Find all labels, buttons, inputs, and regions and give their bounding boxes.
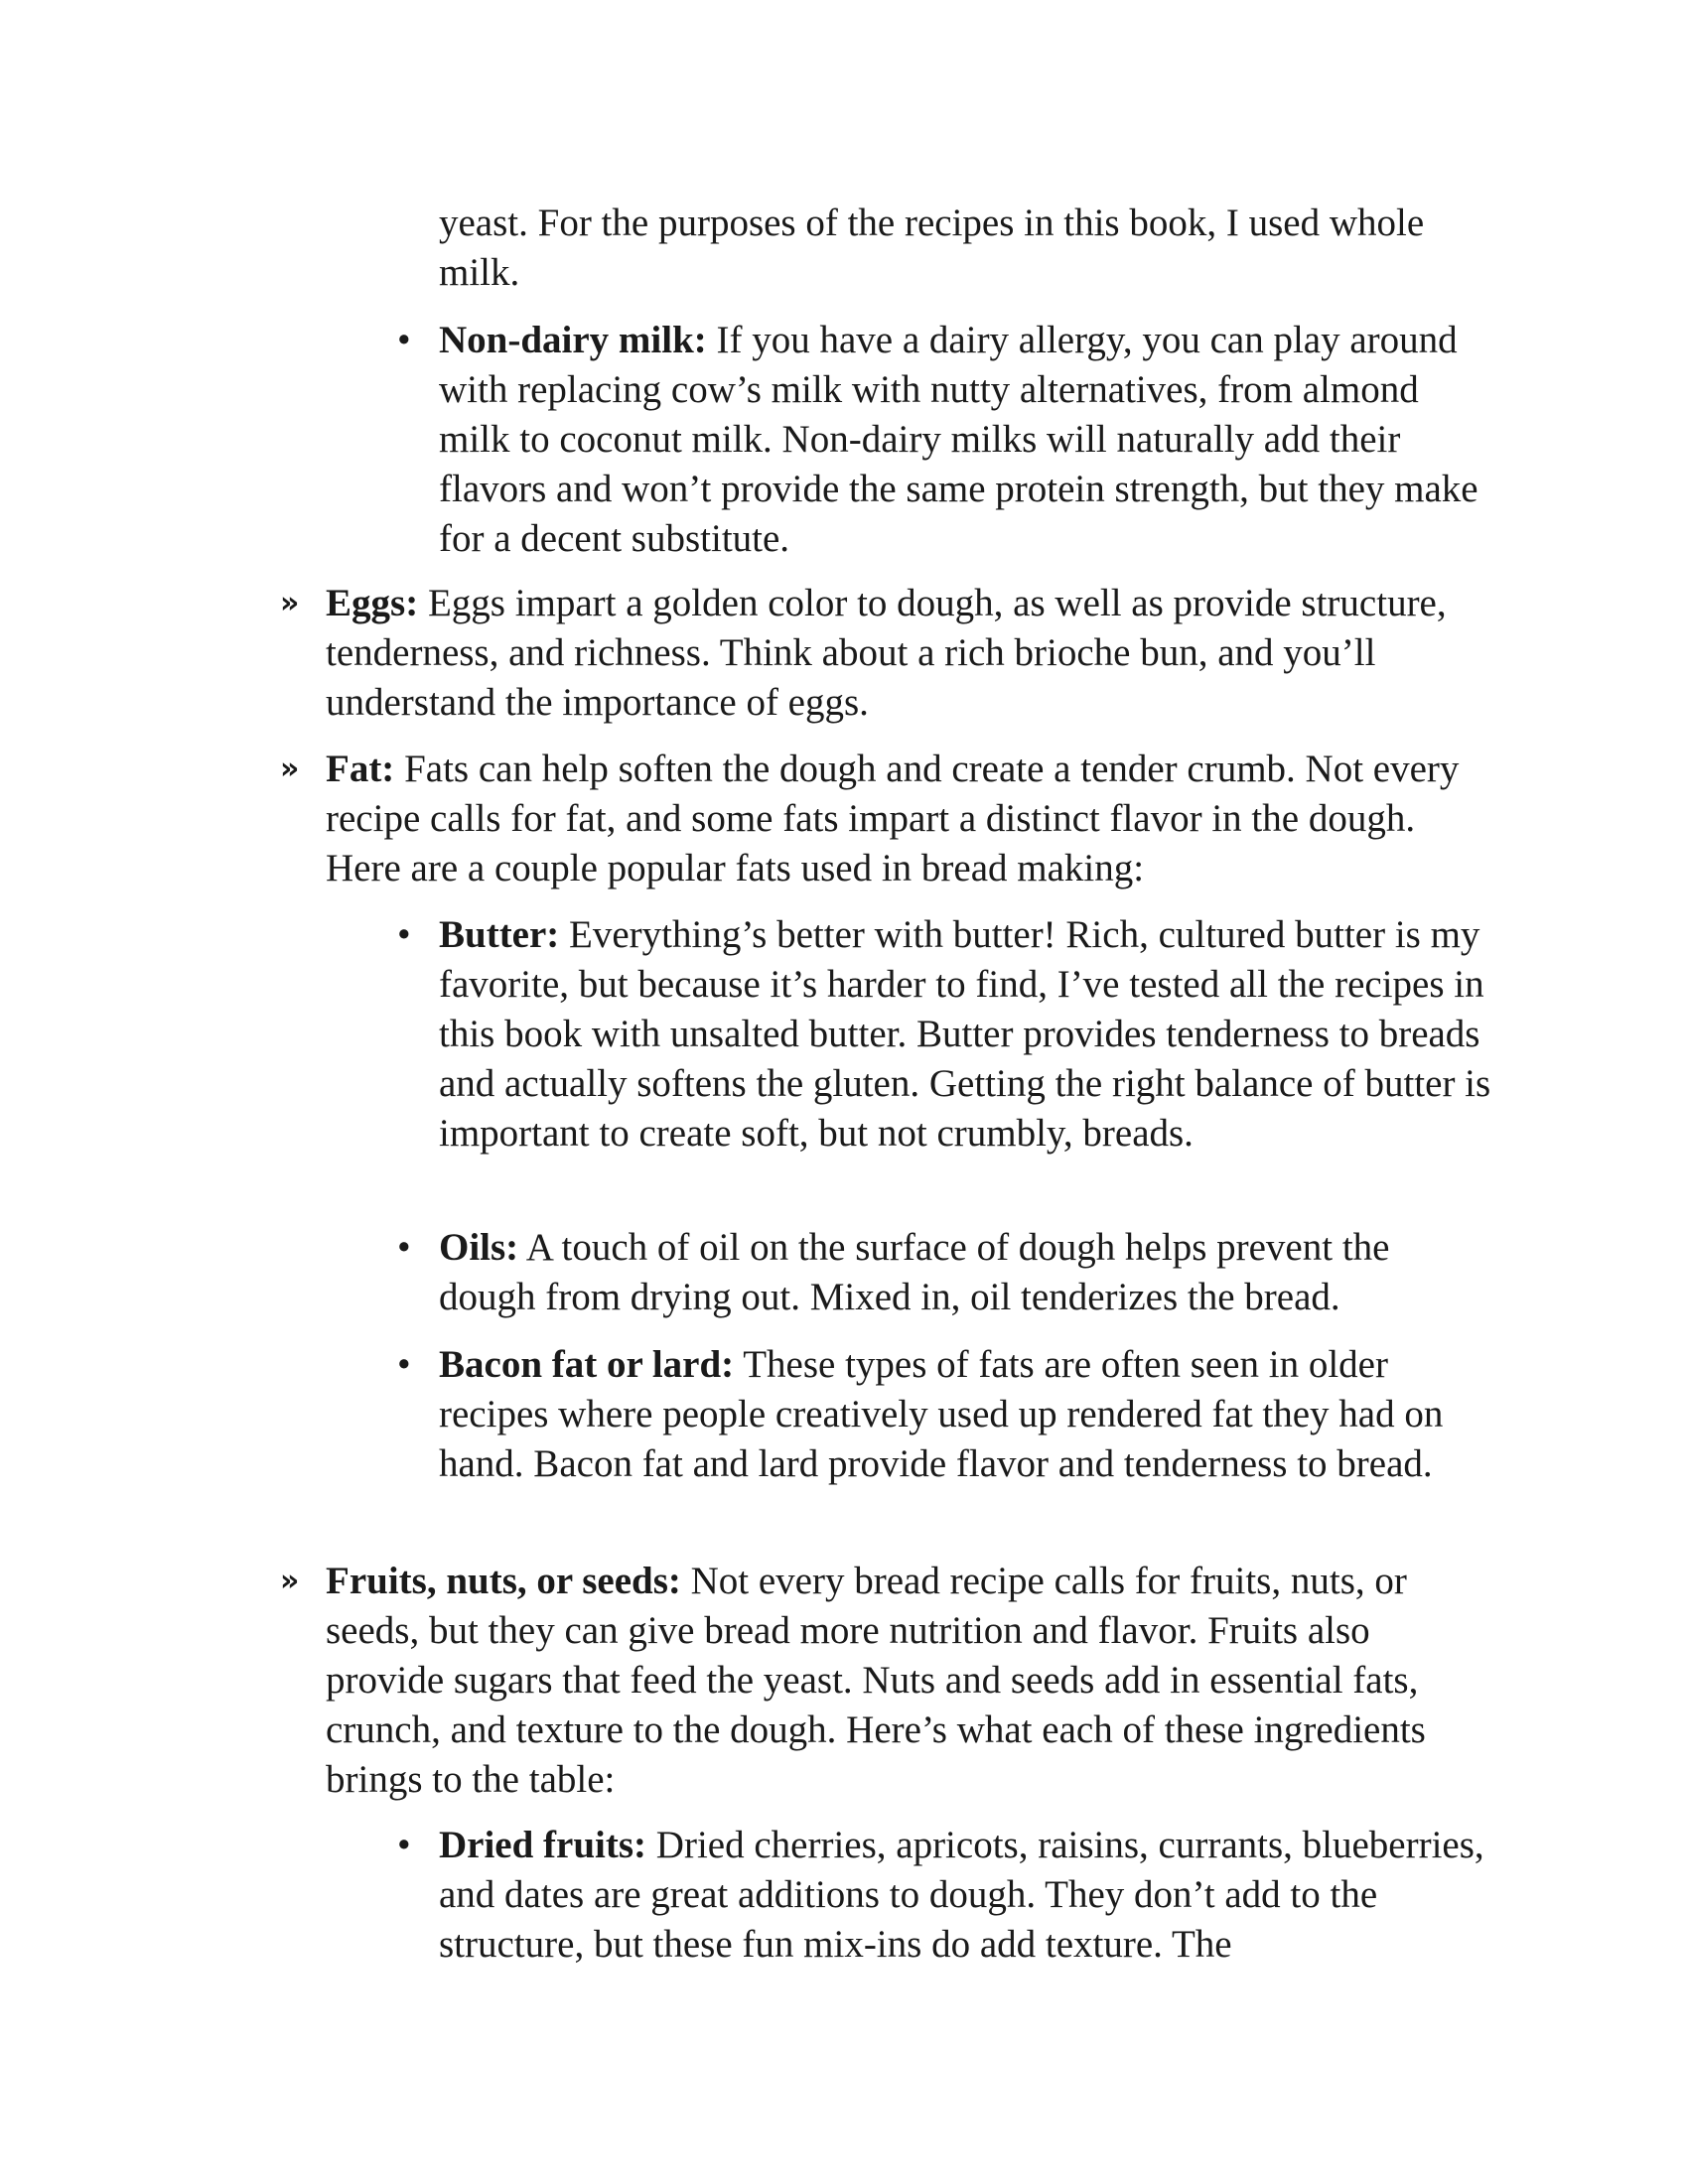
item-text: These types of fats are often seen in older recipes where people creatively used up rendered fat they had on hand. Bacon fat and lard provide flavor and tenderness to bread.	[439, 1343, 1444, 1485]
item-text: Eggs impart a golden color to dough, as well as provide structure, tenderness, and richness. Think about a rich brioche bun, and you’ll understand the importance of eggs.	[326, 582, 1447, 724]
list-item-oils	[397, 1223, 1491, 1322]
bullet-dot-icon: •	[397, 1226, 411, 1269]
bullet-dot-icon: •	[397, 1343, 411, 1386]
item-text: If you have a dairy allergy, you can play around with replacing cow’s milk with nutty alternatives, from almond milk to coconut milk. Non-dairy milks will naturally add their flavors and won’t provide the same protein strength, but they make for a decent substitute.	[439, 319, 1478, 560]
item-term: Bacon fat or lard:	[439, 1343, 735, 1386]
item-text: Dried cherries, apricots, raisins, currants, blueberries, and dates are great additions to dough. They don’t add to the structure, but these fun mix-ins do add texture. The	[439, 1824, 1484, 1966]
item-term: Non-dairy milk:	[439, 319, 707, 361]
list-item-eggs	[280, 579, 1477, 728]
double-chevron-icon: »	[280, 586, 294, 620]
list-item-dried-fruits	[397, 1821, 1491, 1970]
item-term: Eggs:	[326, 582, 419, 624]
bullet-dot-icon: •	[397, 1824, 411, 1866]
double-chevron-icon: »	[280, 751, 294, 786]
list-item-non-dairy-milk	[397, 316, 1491, 564]
item-term: Fruits, nuts, or seeds:	[326, 1560, 681, 1602]
item-text: Not every bread recipe calls for fruits, nuts, or seeds, but they can give bread more nutrition and flavor. Fruits also provide sugars that feed the yeast. Nuts and seeds add in essential fats, crunch, and texture to the dough. Here’s what each of these ingredients brings to the table:	[326, 1560, 1426, 1801]
bullet-dot-icon: •	[397, 319, 411, 361]
list-item-fruits-nuts-or-seeds	[280, 1557, 1477, 1805]
item-text: Fats can help soften the dough and create a tender crumb. Not every recipe calls for fat, and some fats impart a distinct flavor in the dough. Here are a couple popular fats used in bread making:	[326, 748, 1460, 889]
item-term: Fat:	[326, 748, 395, 790]
bullet-dot-icon: •	[397, 913, 411, 956]
item-term: Butter:	[439, 913, 560, 956]
item-term: Dried fruits:	[439, 1824, 647, 1866]
list-item-fat	[280, 745, 1477, 893]
list-item-butter	[397, 910, 1491, 1159]
item-term: Oils:	[439, 1226, 519, 1269]
intro-continuation-paragraph: yeast. For the purposes of the recipes in this book, I used whole milk.	[439, 202, 1425, 294]
item-text: Everything’s better with butter! Rich, cultured butter is my favorite, but because it’s harder to find, I’ve tested all the recipes in this book with unsalted butter. Butter provides tenderness to breads and actually softens the gluten. Getting the right balance of butter is important to create soft, but not crumbly, breads.	[439, 913, 1491, 1155]
list-item-bacon-fat-or-lard	[397, 1340, 1491, 1489]
double-chevron-icon: »	[280, 1564, 294, 1598]
item-text: A touch of oil on the surface of dough helps prevent the dough from drying out. Mixed in, oil tenderizes the bread.	[439, 1226, 1390, 1318]
